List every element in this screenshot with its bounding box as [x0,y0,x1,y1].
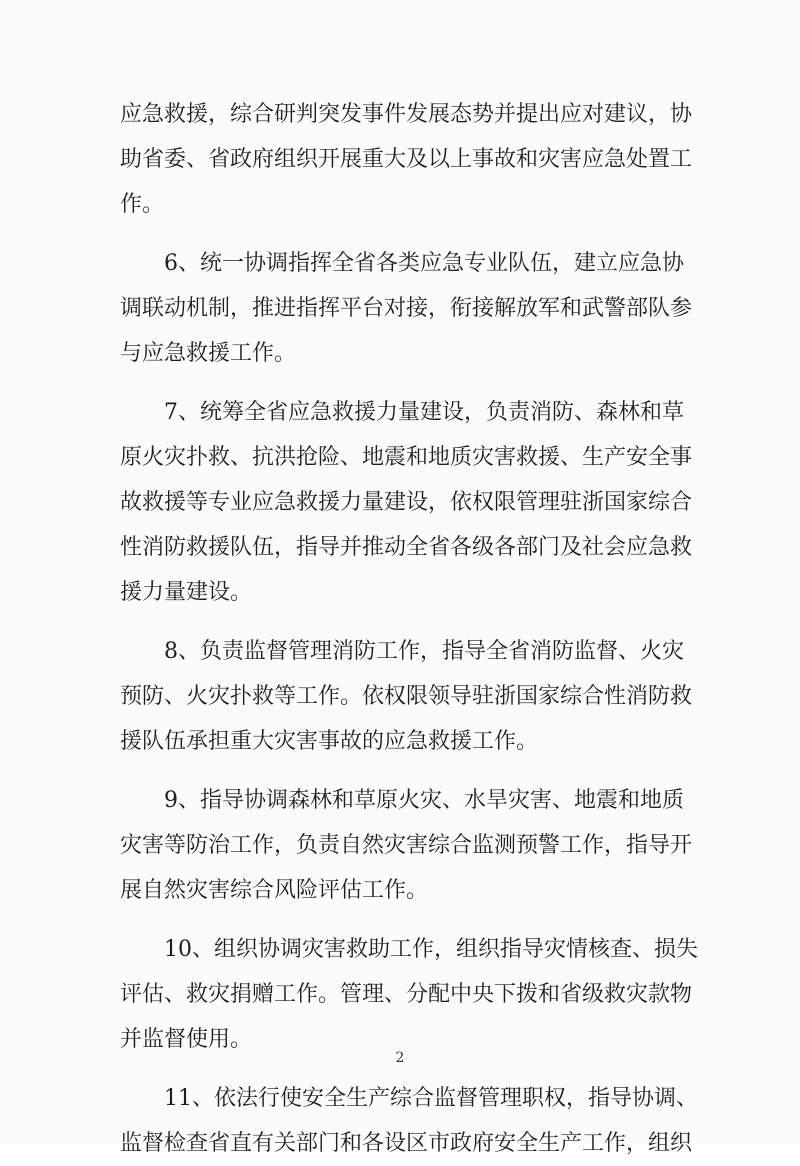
text-line: 灾害等防治工作，负责自然灾害综合监测预警工作，指导开 [120,833,693,858]
text-line: 性消防救援队伍，指导并推动全省各级各部门及社会应急救 [120,535,693,560]
text-line: 评估、救灾捐赠工作。管理、分配中央下拨和省级救灾款物 [120,982,693,1007]
page-number: 2 [395,1050,405,1066]
paragraph [120,629,693,764]
text-line: 并监督使用。 [120,1027,253,1052]
text-line: 7、统筹全省应急救援力量建设，负责消防、森林和草 [164,400,684,425]
text-line: 6、统一协调指挥全省各类应急专业队伍，建立应急协 [164,251,684,276]
paragraph [120,241,693,376]
text-line: 故救援等专业应急救援力量建设，依权限管理驻浙国家综合 [120,490,693,515]
text-line: 应急救援，综合研判突发事件发展态势并提出应对建议，协 [120,102,693,127]
text-line: 与应急救援工作。 [120,341,297,366]
text-line: 援队伍承担重大灾害事故的应急救援工作。 [120,729,539,754]
text-line: 调联动机制，推进指挥平台对接，衔接解放军和武警部队参 [120,296,693,321]
paragraph [120,778,693,913]
text-line: 展自然灾害综合风险评估工作。 [120,878,429,903]
text-line: 11、依法行使安全生产综合监督管理职权，指导协调、 [164,1086,698,1111]
text-line: 援力量建设。 [120,580,253,605]
document-body [120,92,698,1166]
text-line: 监督检查省直有关部门和各设区市政府安全生产工作，组织 [120,1131,693,1156]
paragraph [120,1076,698,1166]
text-line: 9、指导协调森林和草原火灾、水旱灾害、地震和地质 [164,788,684,813]
text-line: 原火灾扑救、抗洪抢险、地震和地质灾害救援、生产安全事 [120,445,693,470]
text-line: 8、负责监督管理消防工作，指导全省消防监督、火灾 [164,639,684,664]
paragraph [120,92,693,227]
text-line: 助省委、省政府组织开展重大及以上事故和灾害应急处置工 [120,147,693,172]
text-line: 作。 [120,192,165,217]
paragraph [120,390,693,615]
paragraph [120,927,698,1062]
text-line: 10、组织协调灾害救助工作，组织指导灾情核查、损失 [164,937,698,962]
text-line: 预防、火灾扑救等工作。依权限领导驻浙国家综合性消防救 [120,684,693,709]
